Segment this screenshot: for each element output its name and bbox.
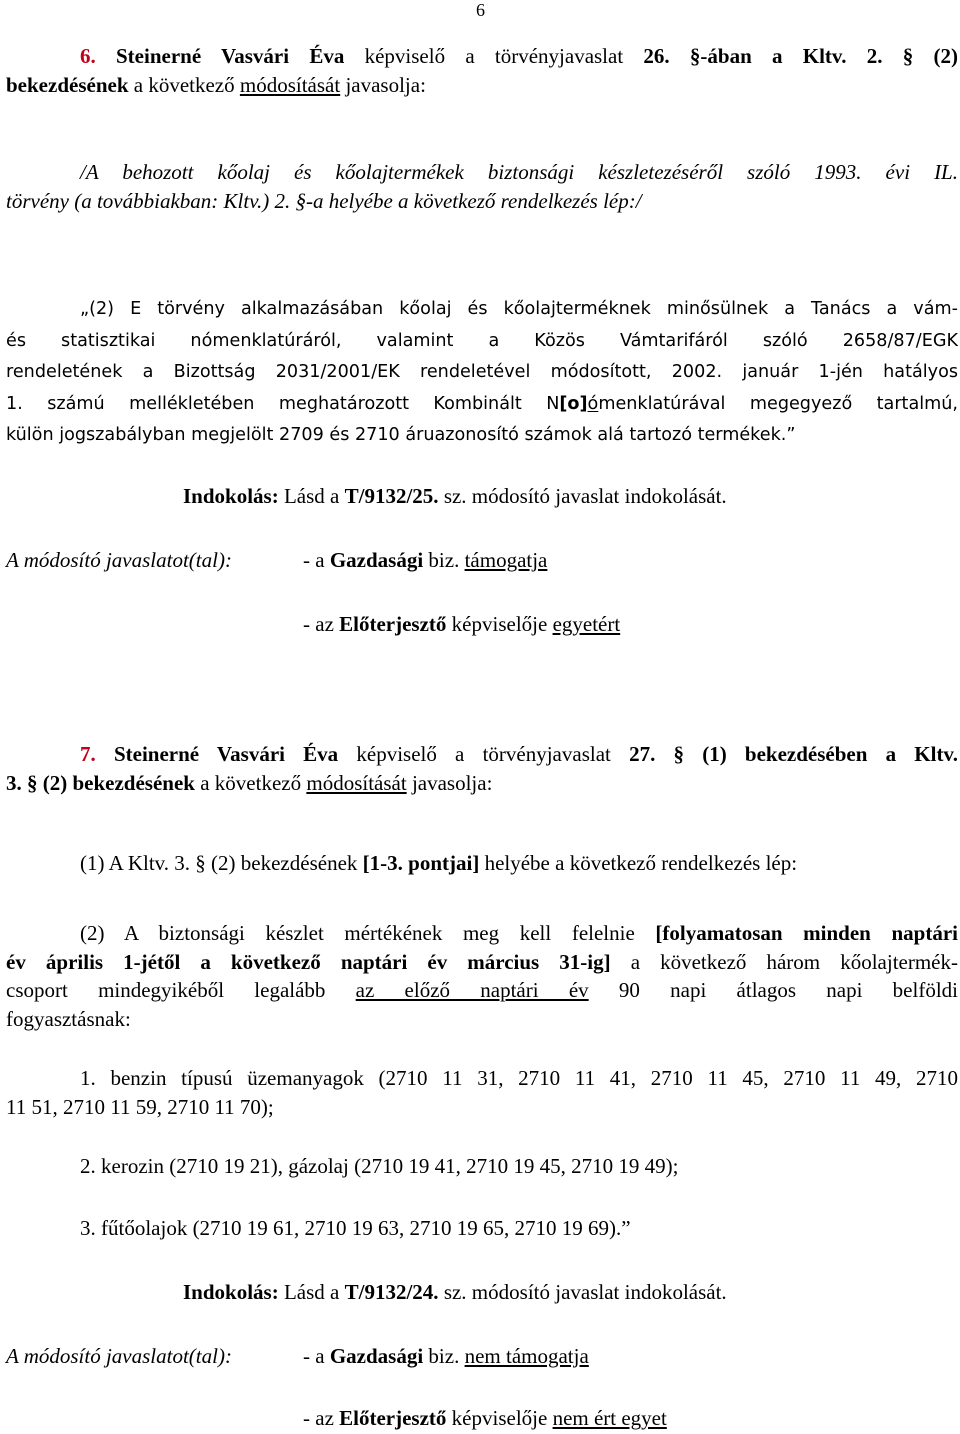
item6-provision-line4-a: 1. számú mellékletében meghatározott Kombinált N — [6, 393, 560, 414]
item7-heading-line2 — [6, 769, 958, 798]
para2-text-a: csoport mindegyikéből legalább — [6, 978, 356, 1002]
justification-rest: sz. módosító javaslat indokolását. — [438, 484, 727, 508]
proposer-position: egyetért — [552, 612, 621, 636]
page-number: 6 — [476, 0, 485, 20]
item7-para2-line4: fogyasztásnak: — [6, 1006, 131, 1031]
committee-name: Gazdasági — [329, 548, 424, 572]
item7-para2-line3 — [6, 976, 958, 1005]
list1-line2: 11 51, 2710 11 59, 2710 11 70); — [6, 1094, 274, 1119]
item7-justification — [183, 1278, 883, 1307]
item7-list-2: 2. kerozin (2710 19 21), gázolaj (2710 19 41, 2710 19 45, 2710 19 49); — [80, 1154, 679, 1178]
item7-tail-end: javasolja: — [406, 770, 493, 795]
item6-provision-line4-d: menklatúrával megegyező tartalmú, — [598, 393, 959, 414]
item7-list-1 — [6, 1064, 958, 1121]
item6-ref-law: -ában a Kltv. 2. — [700, 44, 903, 68]
para2-text: (2) A biztonsági készlet mértékének meg kell felelnie — [80, 921, 656, 945]
item7-ref-section: 3. — [6, 770, 27, 795]
section-sign: § — [689, 44, 701, 68]
item7-ref-bekezdes: (2) bekezdésének — [37, 770, 195, 795]
committee-position: támogatja — [464, 548, 548, 572]
item7-ref-law: (1) bekezdésében a Kltv. — [684, 742, 959, 766]
item7-para2-line1 — [6, 919, 958, 948]
item6-ref-bekezdes: bekezdésének — [6, 72, 129, 97]
para1-pre: (1) A Kltv. 3. § (2) bekezdésének — [80, 851, 363, 875]
item6-tail-end: javasolja: — [340, 72, 426, 97]
item7-para1 — [80, 849, 960, 878]
proposer-position: nem ért egyet — [552, 1406, 667, 1430]
justification-label: Indokolás: — [183, 1280, 279, 1304]
support-dash: - a — [303, 1344, 330, 1368]
item6-heading-line1 — [6, 42, 958, 71]
justification-text: Lásd a — [278, 1280, 345, 1304]
item6-provision — [6, 294, 958, 452]
item6-number: 6. — [80, 44, 96, 68]
para2-inserted: az előző naptári év — [355, 978, 589, 1002]
committee-name: Gazdasági — [329, 1344, 424, 1368]
item6-quote-line1: /A behozott kőolaj és kőolajtermékek biztonsági készletezéséről szóló 1993. évi IL. — [80, 160, 958, 184]
support-dash: - az — [303, 1406, 340, 1430]
para1-deleted-a: [1-3. — [362, 851, 403, 875]
justification-ref: T/9132/24. — [344, 1280, 439, 1304]
para2-deleted-cont: év április 1-jétől a következő naptári év március 31-ig] — [6, 949, 611, 974]
support-dash: - az — [303, 612, 340, 636]
item7-author: Steinerné Vasvári Éva — [113, 742, 339, 766]
section-sign: § — [902, 44, 914, 68]
item6-provision-line5: külön jogszabályban megjelölt 2709 és 2710 áruazonosító számok alá tartozó termékek.” — [6, 425, 796, 445]
justification-label: Indokolás: — [183, 484, 279, 508]
para1-post: helyébe a következő rendelkezés lép: — [479, 851, 798, 875]
item6-justification — [183, 482, 883, 511]
item6-support-label: A módosító javaslatot(tal): — [6, 548, 232, 572]
proposer-name: Előterjesztő — [339, 612, 447, 636]
item6-tail: a következő — [128, 72, 240, 97]
item6-tail-underlined: módosítását — [239, 72, 341, 97]
item7-para2 — [6, 919, 958, 1033]
committee-abbr: biz. — [423, 548, 465, 572]
item7-support-committee — [303, 1342, 803, 1371]
justification-rest: sz. módosító javaslat indokolását. — [438, 1280, 727, 1304]
para1-deleted-b: pontjai] — [408, 851, 480, 875]
item6-context-quote — [6, 158, 958, 215]
proposer-rep: képviselője — [446, 612, 553, 636]
item6-ref-article: 26. — [643, 44, 690, 68]
proposer-name: Előterjesztő — [339, 1406, 447, 1430]
committee-abbr: biz. — [423, 1344, 465, 1368]
para2-text-cont: a következő három kőolajtermék- — [610, 949, 958, 974]
item7-number: 7. — [80, 742, 96, 766]
section-sign: § — [27, 770, 38, 795]
item6-role: képviselő a törvényjavaslat — [344, 44, 644, 68]
item6-heading — [6, 42, 958, 99]
section-sign: § — [673, 742, 685, 766]
item7-para2-line2 — [6, 948, 958, 977]
item7-tail-underlined: módosítását — [306, 770, 407, 795]
item6-provision-line1: „(2) E törvény alkalmazásában kőolaj és kőolajterméknek minősülnek a Tanács a vám- — [80, 299, 958, 319]
item7-role: képviselő a törvényjavaslat — [338, 742, 630, 766]
support-dash: - a — [303, 548, 330, 572]
item6-provision-line2: és statisztikai nómenklatúráról, valamint a Közös Vámtarifáról szóló 2658/87/EGK — [6, 330, 958, 351]
item6-provision-inserted: ó — [587, 393, 599, 414]
item7-support-label: A módosító javaslatot(tal): — [6, 1344, 232, 1368]
item6-provision-line4 — [6, 389, 958, 421]
justification-text: Lásd a — [278, 484, 345, 508]
item6-ref-paragraph: (2) — [933, 44, 959, 68]
item7-list-3: 3. fűtőolajok (2710 19 61, 2710 19 63, 2710 19 65, 2710 19 69).” — [80, 1216, 631, 1240]
item6-provision-line3: rendeletének a Bizottság 2031/2001/EK rendeletével módosított, 2002. január 1-jén hatályos — [6, 362, 958, 382]
committee-position: nem támogatja — [464, 1344, 589, 1368]
item6-quote-line2: törvény (a továbbiakban: Kltv.) 2. §-a helyébe a következő rendelkezés lép:/ — [6, 188, 642, 213]
item7-heading-line1 — [6, 740, 958, 769]
item6-support-committee — [303, 546, 803, 575]
para2-deleted: [folyamatosan minden naptári — [655, 921, 958, 945]
item7-tail: a következő — [194, 770, 307, 795]
item7-ref-article: 27. — [629, 742, 674, 766]
item6-provision-deleted: [o] — [559, 393, 588, 414]
item7-support-proposer — [303, 1404, 803, 1433]
para2-text-b: 90 napi átlagos napi belföldi — [588, 978, 958, 1002]
item7-heading — [6, 740, 958, 797]
proposer-rep: képviselője — [446, 1406, 553, 1430]
item6-heading-line2 — [6, 71, 958, 100]
justification-ref: T/9132/25. — [344, 484, 439, 508]
list1-line1: 1. benzin típusú üzemanyagok (2710 11 31, 2710 11 41, 2710 11 45, 2710 11 49, 2710 — [80, 1066, 958, 1090]
item6-support-proposer — [303, 610, 803, 639]
item6-author: Steinerné Vasvári Éva — [116, 44, 345, 68]
